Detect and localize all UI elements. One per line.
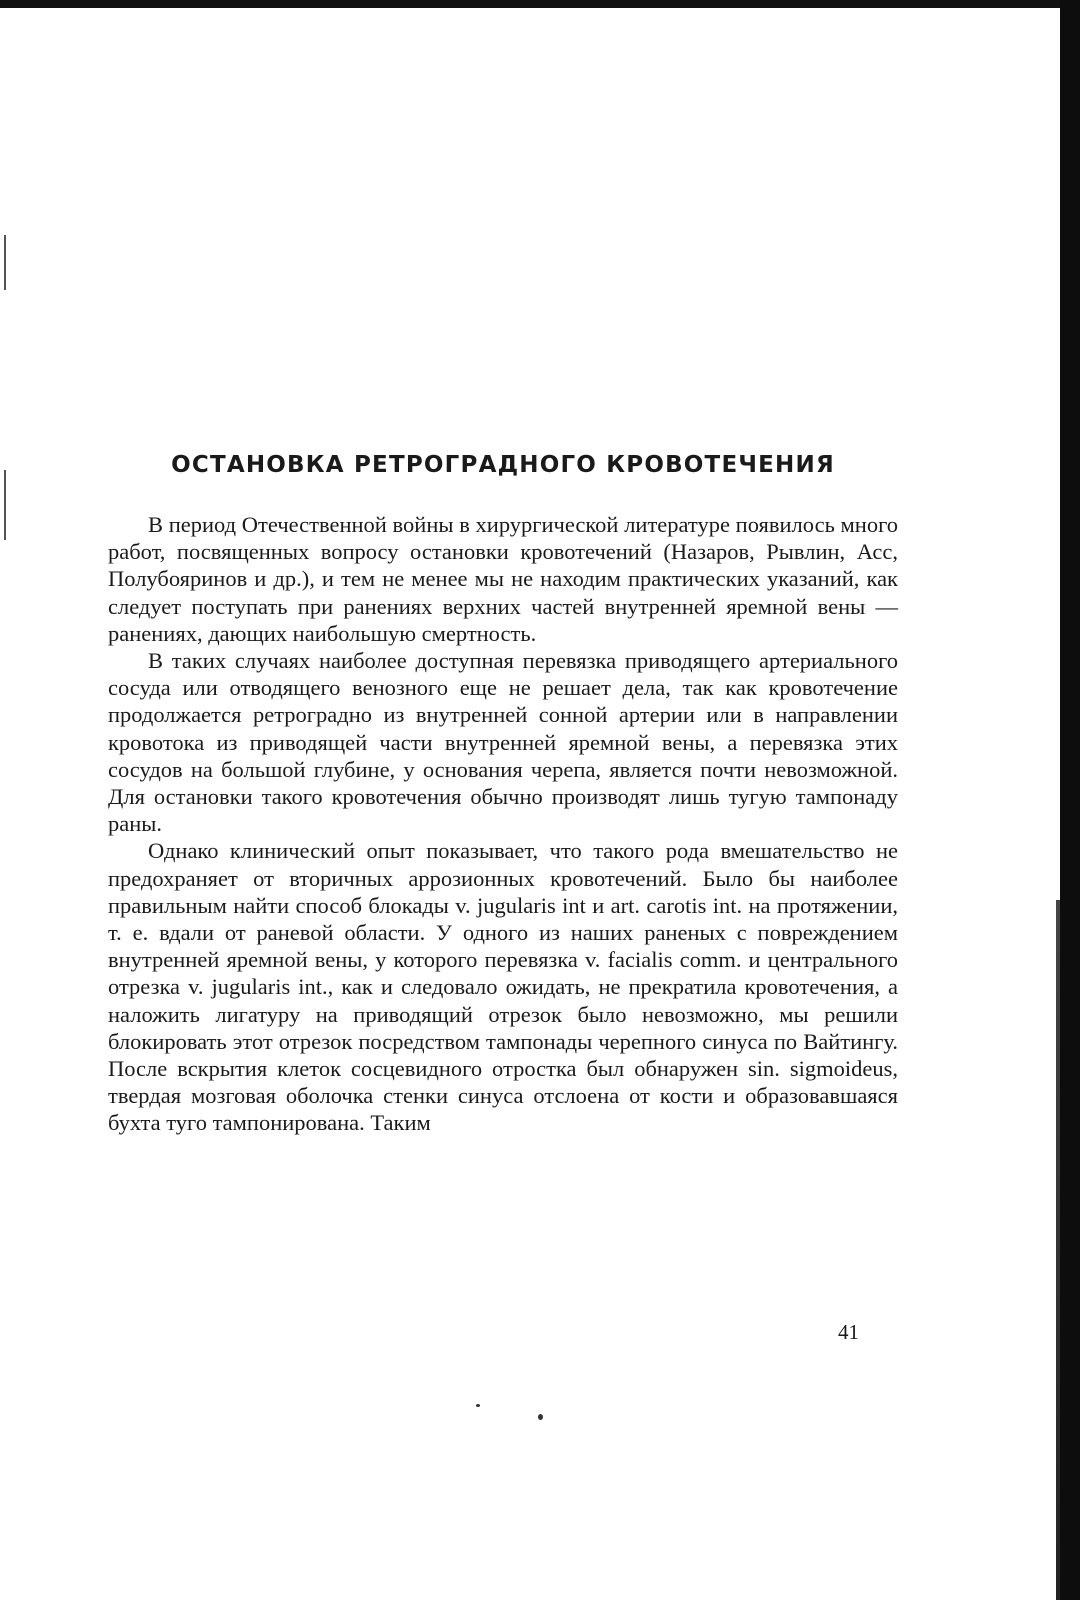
section-title: ОСТАНОВКА РЕТРОГРАДНОГО КРОВОТЕЧЕНИЯ <box>171 452 835 478</box>
scan-speck <box>538 1414 543 1420</box>
scan-top-edge <box>0 0 1080 8</box>
scan-speck <box>476 1404 480 1407</box>
scan-right-edge <box>1060 0 1080 1600</box>
margin-mark <box>4 235 6 290</box>
paragraph-1: В период Отечественной войны в хирургической литературе появилось много работ, посвященных вопросу остановки кровотечений (Назаров, Рывлин, Асс, Полубояринов и др.), и тем не менее мы не находим практических указаний, как следует поступать при ранениях верхних частей внутренней яремной вены — ранениях, дающих наибольшую смертность. <box>108 512 898 646</box>
margin-mark <box>4 470 6 540</box>
scan-binding-shadow <box>1056 900 1060 1600</box>
paragraph-3: Однако клинический опыт показывает, что такого рода вмешательство не предохраняет от вторичных аррозионных кровотечений. Было бы наиболее правильным найти способ блокады v. jugularis int и art. carotis int. на протяжении, т. е. вдали от раневой области. У одного из наших раненых с повреждением внутренней яремной вены, у которого перевязка v. facialis comm. и центрального отрезка v. jugularis int., как и следовало ожидать, не прекратила кровотечения, а наложить лигатуру на приводящий отрезок было невозможно, мы решили блокировать этот отрезок посредством тампонады черепного синуса по Вайтингу. После вскрытия клеток сосцевидного отростка был обнаружен sin. sigmoideus, твердая мозговая оболочка стенки синуса отслоена от кости и образовавшаяся бухта туго тампонирована. Таким <box>108 838 898 1136</box>
page-content <box>108 445 898 1137</box>
page-number: 41 <box>838 1320 859 1344</box>
paragraph-2: В таких случаях наиболее доступная перевязка приводящего артериального сосуда или отводящего венозного еще не решает дела, так как кровотечение продолжается ретроградно из внутренней сонной артерии или в направлении кровотока из приводящей части внутренней яремной вены, а перевязка этих сосудов на большой глубине, у основания черепа, является почти невозможной. Для остановки такого кровотечения обычно производят лишь тугую тампонаду раны. <box>108 648 898 837</box>
